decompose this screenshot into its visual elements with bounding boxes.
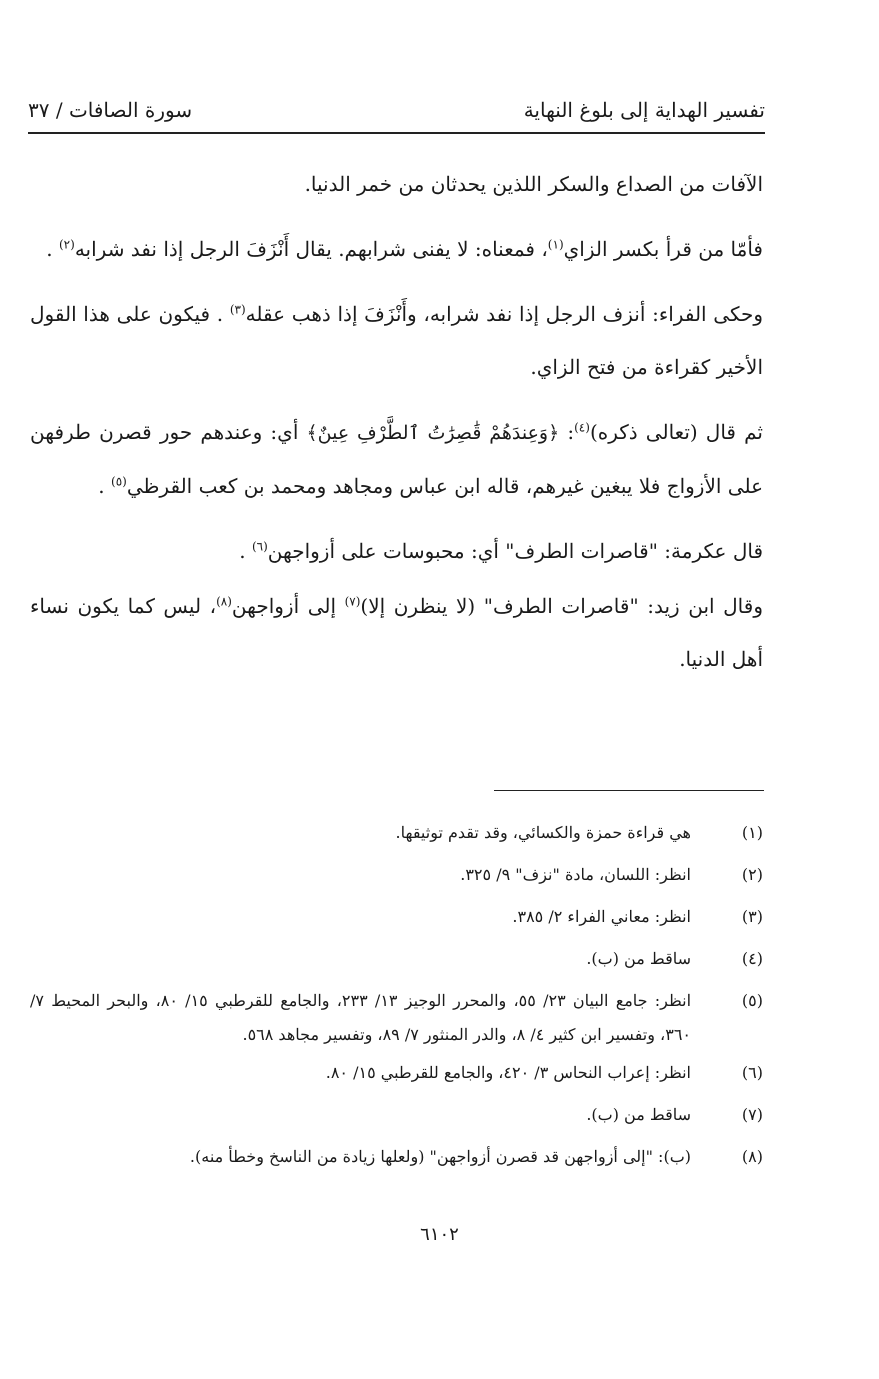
- footnote-number: (٢): [741, 865, 763, 884]
- paragraph-3: وحكى الفراء: أنزف الرجل إذا نفد شرابه، وأَنْزَفَ إذا ذهب عقله$^{(٣)}$ . فيكون على هذا القول الأخير كقراءة من فتح الزاي.: [30, 302, 764, 379]
- footnote-text: هي قراءة حمزة والكسائي، وقد تقدم توثيقها.: [395, 823, 691, 842]
- footnote: [30, 812, 763, 854]
- footnote-number: (٤): [741, 949, 763, 968]
- paragraph-1: الآفات من الصداع والسكر اللذين يحدثان من خمر الدنيا.: [304, 172, 763, 196]
- footnote-number: (٧): [741, 1105, 763, 1124]
- footnote: [30, 1052, 763, 1094]
- footnote-text: (ب): "إلى أزواجهن قد قصرن أزواجهن" (ولعلها زيادة من الناسخ وخطأ منه).: [189, 1147, 691, 1166]
- footnote-number: (٣): [741, 907, 763, 926]
- footnote-number: (١): [741, 823, 763, 842]
- footnote-number: (٦): [741, 1063, 763, 1082]
- footnote-ref: (٤): [574, 420, 590, 435]
- footnote-ref: (٨): [216, 594, 232, 609]
- footnote-text: انظر: إعراب النحاس ٣/ ٤٢٠، والجامع للقرطبي ١٥/ ٨٠.: [325, 1063, 691, 1082]
- footnote: [30, 854, 763, 896]
- paragraph-4: ثم قال (تعالى ذكره)$^{(٤)}$: ﴿وَعِندَهُمْ قَٰصِرَٰتُ ٱلطَّرْفِ عِينٌ﴾ أي: وعندهم حور قصرن طرفهن على الأزواج فلا يبغين غيرهم، قاله ابن عباس ومجاهد ومحمد بن كعب القرظي$^{(٥)}$ .: [30, 420, 763, 498]
- footnote-text: انظر: اللسان، مادة "نزف" ٩/ ٣٢٥.: [460, 865, 691, 884]
- footnote-divider: [494, 790, 764, 791]
- header-divider: [28, 132, 765, 134]
- paragraph-5: قال عكرمة: "قاصرات الطرف" أي: محبوسات على أزواجهن$^{(٦)}$ .: [239, 539, 763, 563]
- footnote: [30, 1094, 763, 1136]
- main-text: [30, 158, 763, 688]
- footnote-ref: (٣): [229, 302, 246, 317]
- footnote-ref: (٢): [58, 237, 75, 252]
- footnote-text: ساقط من (ب).: [586, 1105, 691, 1124]
- running-header: [28, 92, 765, 128]
- footnotes: [30, 812, 763, 1178]
- footnote: [30, 896, 763, 938]
- footnote: [30, 980, 763, 1052]
- footnote-text: انظر: معاني الفراء ٢/ ٣٨٥.: [512, 907, 691, 926]
- footnote-ref: (٧): [344, 594, 361, 609]
- footnote-ref: (٥): [111, 474, 127, 489]
- footnote-number: (٨): [741, 1147, 763, 1166]
- footnote: [30, 938, 763, 980]
- footnote-ref: (٦): [251, 539, 268, 554]
- surah-title: سورة الصافات / ٣٧: [28, 98, 193, 122]
- paragraph-6: وقال ابن زيد: "قاصرات الطرف" (لا ينظرن إلا)$^{(٧)}$ إلى أزواجهن$^{(٨)}$، ليس كما يكون نساء أهل الدنيا.: [30, 594, 763, 671]
- footnote-text: انظر: جامع البيان ٢٣/ ٥٥، والمحرر الوجيز ١٣/ ٢٣٣، والجامع للقرطبي ١٥/ ٨٠، والبحر المحيط ٧/ ٣٦٠، وتفسير ابن كثير ٤/ ٨، والدر المنثور ٧/ ٨٩، وتفسير مجاهد ٥٦٨.: [30, 991, 692, 1044]
- footnote-number: (٥): [741, 991, 763, 1010]
- paragraph-2: فأمّا من قرأ بكسر الزاي$^{(١)}$، فمعناه: لا يفنى شرابهم. يقال أَنْزَفَ الرجل إذا نفد شرابه$^{(٢)}$ .: [46, 237, 763, 261]
- footnote-ref: (١): [547, 237, 564, 252]
- page-number: ٦١٠٢: [420, 1224, 459, 1245]
- quran-verse: ﴿وَعِندَهُمْ قَٰصِرَٰتُ ٱلطَّرْفِ عِينٌ﴾: [306, 422, 560, 444]
- footnote: [30, 1136, 763, 1178]
- book-title: تفسير الهداية إلى بلوغ النهاية: [523, 98, 765, 122]
- footnote-text: ساقط من (ب).: [586, 949, 691, 968]
